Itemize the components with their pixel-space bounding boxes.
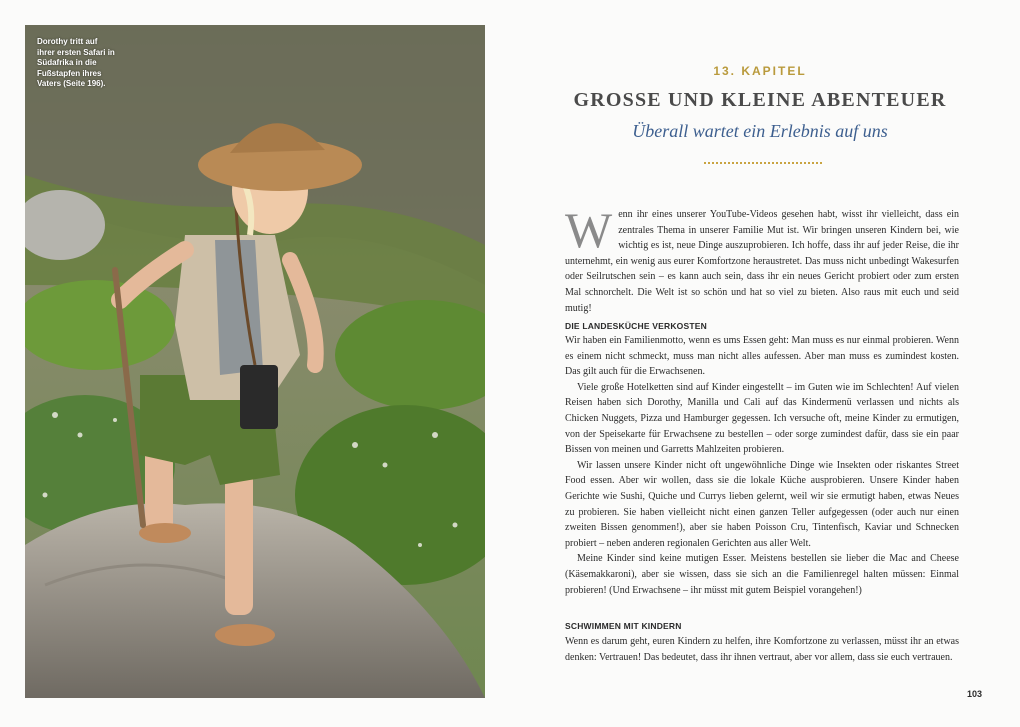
photo-caption: Dorothy tritt auf ihrer ersten Safari in Südafrika in die Fußstapfen ihres Vaters (Seite 196).: [37, 37, 115, 88]
paragraph: Wenn es darum geht, euren Kindern zu helfen, ihre Komfortzone zu verlassen, müsst ihr an etwas denken: Vertrauen! Das bedeutet, dass ihr ihnen vertraut, aber vor allem, dass sie euch vertrauen.: [565, 636, 959, 663]
intro-text: enn ihr eines unserer YouTube-Videos gesehen habt, wisst ihr vielleicht, dass ein zentrales Thema in unserer Familie Mut ist. Wir bringen unseren Kindern bei, wie wichtig es ist, neue Dinge auszuprobieren. Ich hoffe, dass ihr auf jeder Reise, die ihr unternehmt, ein wenig aus eurer Komfortzone heraustretet. Das muss nicht unbedingt Wakesurfen oder Seilrutschen sein – es kann auch sein, dass ihr ein neues Gericht probiert oder zum ersten Mal schnorchelt. Die Welt ist so schön und hat so viel zu bieten. Also raus mit euch und seid mutig!: [565, 209, 959, 314]
section-schwimmen: [565, 634, 959, 665]
intro-paragraph: [565, 202, 959, 316]
paragraph: Wir lassen unsere Kinder nicht oft ungewöhnliche Dinge wie Insekten oder riskantes Street Food essen. Aber wir wollen, dass sie die lokale Küche ausprobieren. Unsere Kinder haben Gerichte wie Sushi, Quiche und Currys lieben gelernt, weil wir sie ermutigt haben, etwas Neues zu probieren. Sie haben vielleicht nicht einen ganzen Teller aufgegessen (oder auch nur einen zweiten Bissen genommen!), aber sie haben Poisson Cru, Tintenfisch, Kaviar und Schnecken probiert – neben anderen regionalen Gerichten aus aller Welt.: [565, 459, 959, 549]
page-number: 103: [966, 689, 982, 699]
section-landeskueche: [565, 333, 959, 598]
chapter-title: GROSSE UND KLEINE ABENTEUER: [573, 89, 947, 111]
chapter-number: 13. KAPITEL: [713, 64, 807, 78]
drop-cap: W: [565, 202, 613, 258]
dotted-ornament: [704, 162, 822, 164]
child-safari-photo: [25, 25, 485, 698]
section-heading-landeskueche: DIE LANDESKÜCHE VERKOSTEN: [565, 321, 707, 331]
photo-illustration: [25, 25, 485, 698]
chapter-subtitle: Überall wartet ein Erlebnis auf uns: [632, 121, 888, 141]
paragraph: Meine Kinder sind keine mutigen Esser. Meistens bestellen sie lieber die Mac and Cheese (Käsemakkaroni), aber sie wissen, dass sie sich an die Familienregel halten müssen: Einmal probieren! (Und Erwachsene – ihr müsst mit gutem Beispiel vorangehen!): [565, 553, 959, 596]
paragraph: Viele große Hotelketten sind auf Kinder eingestellt – im Guten wie im Schlechten! Auf vielen Reisen haben sich Dorothy, Manilla und Cali auf das Kindermenü verlassen und nichts als Chicken Nuggets, Pizza und Hamburger gegessen. Ich versuche oft, meine Kinder zu ermutigen, von der Speisekarte für Erwachsene zu bestellen – oder sorge zumindest dafür, dass sie ein paar Bissen von meinen und Garretts Mahlzeiten probieren.: [565, 381, 959, 456]
paragraph: Wir haben ein Familienmotto, wenn es ums Essen geht: Man muss es nur einmal probieren. Wenn es einem nicht schmeckt, muss man nicht alles aufessen. Aber man muss es zumindest kosten. Das gilt auch für die Erwachsenen.: [565, 335, 959, 378]
section-heading-schwimmen: SCHWIMMEN MIT KINDERN: [565, 621, 682, 631]
